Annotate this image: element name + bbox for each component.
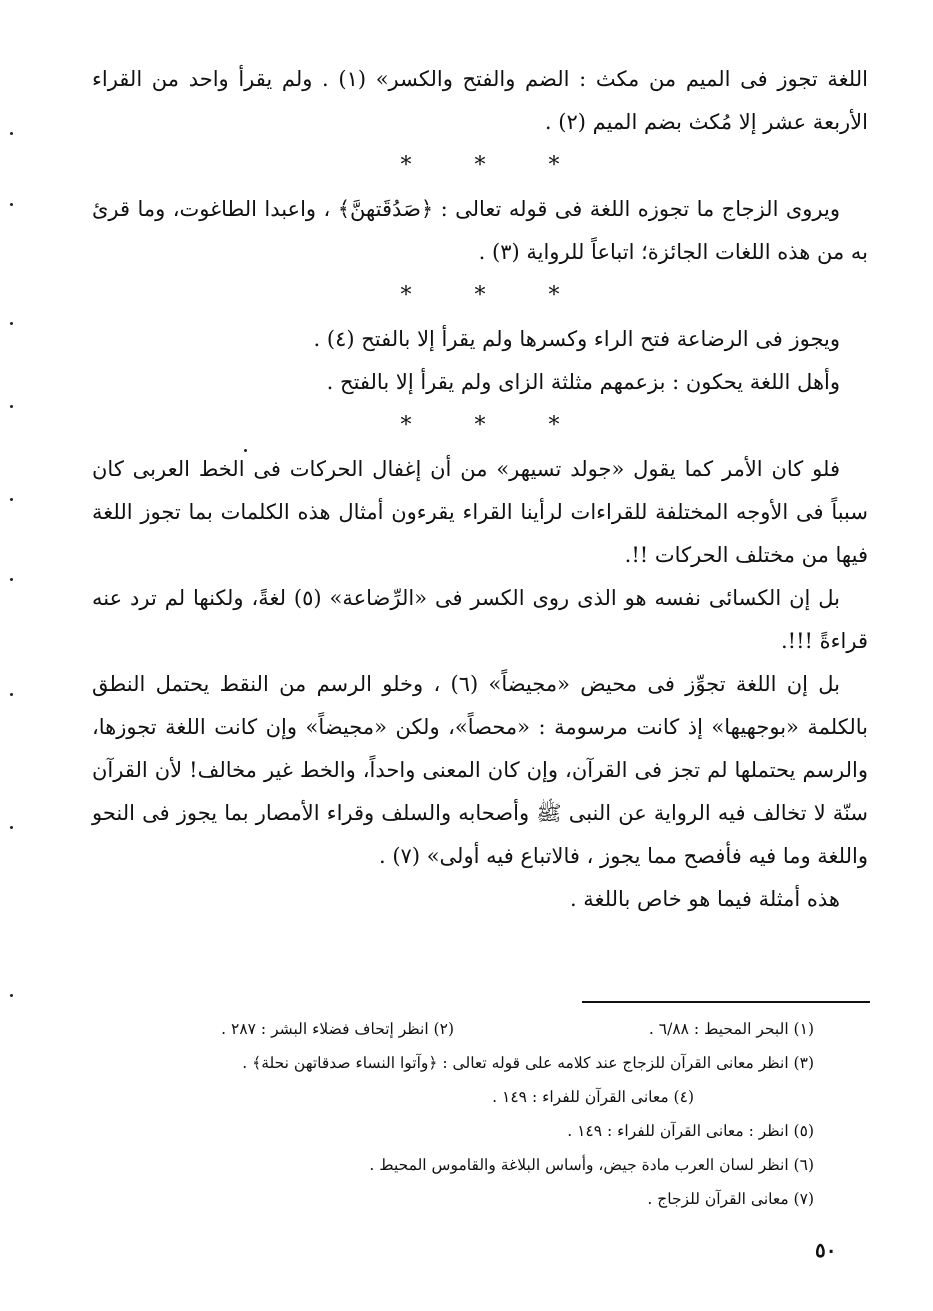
- footnote-2: (٢) انظر إتحاف فضلاء البشر : ٢٨٧ .: [221, 1020, 454, 1038]
- paragraph-7: بل إن اللغة تجوِّز فى محيض «مجيضاً» (٦) ، وخلو الرسم من النقط يحتمل النطق بالكلمة «بوجهيها» إذ كانت مرسومة : «محصاً»، ولكن «مجيضاً» وإن كانت اللغة تجوزها، والرسم يحتملها لم تجز فى القرآن، وإن كان المعنى واحداً، والخط غير مخالف! لأن القرآن سنّة لا تخالف فيه الرواية عن النبى ﷺ وأصحابه والسلف وقراء الأمصار بما يجوز فى النحو واللغة وما فيه فأفصح مما يجوز ، فالاتباع فيه أولى» (٧) .: [92, 672, 868, 868]
- main-text: [92, 58, 868, 921]
- footnote-6: (٦) انظر لسان العرب مادة جيض، وأساس البلاغة والقاموس المحيط .: [369, 1156, 814, 1174]
- section-separator: * * *: [400, 413, 588, 438]
- scan-speck: [10, 578, 13, 581]
- paragraph-6: بل إن الكسائى نفسه هو الذى روى الكسر فى «الرِّضاعة» (٥) لغةً، ولكنها لم ترد عنه قراءةً !!!.: [92, 586, 868, 653]
- scan-speck: [10, 994, 13, 997]
- scan-speck: [10, 132, 13, 135]
- scan-speck: [10, 826, 13, 829]
- footnote-5: (٥) انظر : معانى القرآن للفراء : ١٤٩ .: [567, 1122, 814, 1140]
- paragraph-5: فلو كان الأمر كما يقول «جولد تسيهر» من أن إغفال الحركات فى الخط العربى كان سبباً فى الأوجه المختلفة للقراءات لرأينا القراء يقرءون أمثال هذه الكلمات بما تجوز اللغة فيها من مختلف الحركات !!.: [92, 457, 868, 567]
- footnote-7: (٧) معانى القرآن للزجاج .: [647, 1190, 814, 1208]
- footnote-4: (٤) معانى القرآن للفراء : ١٤٩ .: [492, 1088, 694, 1106]
- footnote-1: (١) البحر المحيط : ٦/٨٨ .: [648, 1020, 814, 1038]
- scan-speck: [10, 203, 13, 206]
- paragraph-4: وأهل اللغة يحكون : بزعمهم مثلثة الزاى ولم يقرأ إلا بالفتح .: [326, 370, 840, 394]
- scan-speck: [10, 322, 13, 325]
- paragraph-2: ويروى الزجاج ما تجوزه اللغة فى قوله تعالى : ﴿صَدُقَتهنَّ﴾ ، واعبدا الطاغوت، وما قرئ به من هذه اللغات الجائزة؛ اتباعاً للرواية (٣) .: [92, 197, 868, 264]
- footnote-3: (٣) انظر معانى القرآن للزجاج عند كلامه على قوله تعالى : ﴿وآتوا النساء صدقاتهن نحلة﴾ .: [242, 1054, 814, 1072]
- scan-speck: [10, 405, 13, 408]
- footnotes: [92, 1012, 814, 1216]
- scan-speck: [10, 498, 13, 501]
- paragraph-3: ويجوز فى الرضاعة فتح الراء وكسرها ولم يقرأ إلا بالفتح (٤) .: [313, 327, 840, 351]
- page-number: ٥٠: [815, 1238, 837, 1262]
- paragraph-1: اللغة تجوز فى الميم من مكث : الضم والفتح والكسر» (١) . ولم يقرأ واحد من القراء الأربعة عشر إلا مُكث بضم الميم (٢) .: [92, 67, 868, 134]
- section-separator: * * *: [400, 153, 588, 178]
- footnote-divider: [582, 1001, 870, 1003]
- paragraph-8: هذه أمثلة فيما هو خاص باللغة .: [569, 887, 840, 911]
- section-separator: * * *: [400, 283, 588, 308]
- scan-speck: [244, 449, 247, 452]
- footnote-row: [92, 1012, 814, 1046]
- scan-speck: [10, 693, 13, 696]
